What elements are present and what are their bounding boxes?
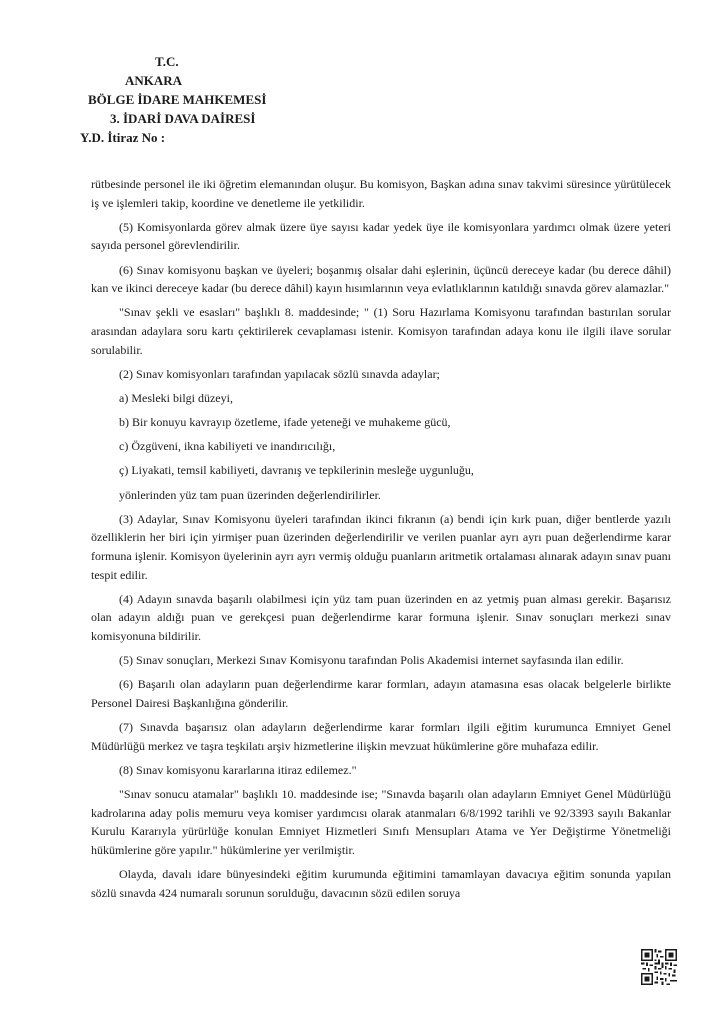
paragraph: "Sınav sonucu atamalar" başlıklı 10. maddesinde ise; "Sınavda başarılı olan adayların Emniyet Genel Müdürlüğü kadrolarına aday polis memuru veya komiser yardımcısı olarak atanmaları 6/8/1992 tarihli ve 92/3393 sayılı Bakanlar Kurulu Kararıyla yürürlüğe konulan Emniyet Hizmetleri Sınıfı Mensupları Atama ve Yer Değiştirme Yönetmeliği hükümlerine göre yapılır." hükümlerine yer verilmiştir. [91, 787, 671, 857]
header-department: 3. İDARİ DAVA DAİRESİ [110, 111, 256, 126]
header-city: ANKARA [125, 73, 183, 88]
list-item: c) Özgüveni, ikna kabiliyeti ve inandırıcılığı, [119, 439, 336, 454]
paragraph: (7) Sınavda başarısız olan adayların değerlendirme karar formları ilgili eğitim kurumunca Emniyet Genel Müdürlüğü merkez ve taşra teşkilatı arşiv hizmetlerine ilişkin mevzuat hükümlerine göre muhafaza edilir. [91, 720, 671, 753]
paragraph: (3) Adaylar, Sınav Komisyonu üyeleri tarafından ikinci fıkranın (a) bendi için kırk puan, diğer bentlerde yazılı özelliklerin her biri için yirmişer puan üzerinden değerlendirilir ve verilen puanlar ayrı ayrı puan değerlendirme karar formuna işlenir. Komisyon üyelerinin ayrı ayrı vermiş olduğu puanların aritmetik ortalaması alınarak adayın sınav puanı tespit edilir. [91, 511, 671, 582]
header-court-name: BÖLGE İDARE MAHKEMESİ [88, 92, 267, 107]
paragraph: (5) Komisyonlarda görev almak üzere üye sayısı kadar yedek üye ile komisyonlara yardımcı olmak üzere yeteri sayıda personel görevlendirilir. [91, 219, 671, 253]
paragraph: (6) Başarılı olan adayların puan değerlendirme karar formları, adayın atamasına esas olacak belgelerle birlikte Personel Dairesi Başkanlığına gönderilir. [91, 677, 671, 710]
paragraph: yönlerinden yüz tam puan üzerinden değerlendirilirler. [119, 487, 381, 502]
header-tc: T.C. [155, 54, 179, 69]
list-item: a) Mesleki bilgi düzeyi, [119, 390, 233, 405]
paragraph: "Sınav şekli ve esasları" başlıklı 8. maddesinde; " (1) Soru Hazırlama Komisyonu tarafından bastırılan sorular arasından adaylara soru kartı çektirilerek cevaplaması istenir. Komisyon tarafından adaya konu ile ilgili ilave sorular sorulabilir. [91, 305, 671, 357]
qr-code-icon [641, 949, 677, 985]
document-body [91, 175, 671, 908]
paragraph: Olayda, davalı idare bünyesindeki eğitim kurumunda eğitimini tamamlayan davacıya eğitim sonunda yapılan sözlü sınavda 424 numaralı sorunun sorulduğu, davacının sözü edilen soruya [91, 867, 671, 900]
paragraph: rütbesinde personel ile iki öğretim elemanından oluşur. Bu komisyon, Başkan adına sınav takvimi süresince yürütülecek iş ve işlemleri takip, koordine ve denetleme ile yetkilidir. [91, 177, 671, 210]
paragraph: (4) Adayın sınavda başarılı olabilmesi için yüz tam puan üzerinden en az yetmiş puan alması gerekir. Başarısız olan adayın aldığı puan ve gerekçesi puan değerlendirme karar formuna işlenir. Sınav sonuçları merkezi sınav komisyonuna bildirilir. [91, 591, 671, 643]
court-header [80, 52, 266, 147]
paragraph: (8) Sınav komisyonu kararlarına itiraz edilemez." [119, 762, 357, 777]
header-objection-number: Y.D. İtiraz No : [80, 130, 166, 145]
list-item: ç) Liyakati, temsil kabiliyeti, davranış ve tepkilerinin mesleğe uygunluğu, [119, 463, 474, 478]
list-item: b) Bir konuyu kavrayıp özetleme, ifade yeteneği ve muhakeme gücü, [119, 415, 451, 430]
paragraph: (2) Sınav komisyonları tarafından yapılacak sözlü sınavda adaylar; [119, 366, 440, 381]
paragraph: (6) Sınav komisyonu başkan ve üyeleri; boşanmış olsalar dahi eşlerinin, üçüncü dereceye kadar (bu derece dâhil) kan ve ikinci dereceye kadar (bu derece dâhil) kayın hısımlarının veya evlatlıklarının katıldığı sınavda görev alamazlar." [91, 262, 671, 296]
paragraph: (5) Sınav sonuçları, Merkezi Sınav Komisyonu tarafından Polis Akademisi internet sayfasında ilan edilir. [119, 653, 624, 668]
